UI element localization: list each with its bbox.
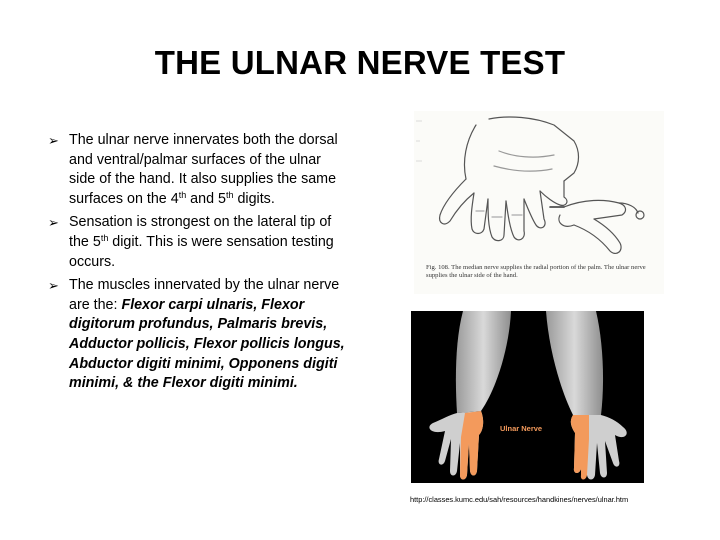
bullet-text: Sensation is strongest on the lateral tip of the 5 xyxy=(69,214,332,250)
bullet-item xyxy=(48,213,348,272)
bullet-text: digits. xyxy=(233,190,275,207)
left-arm xyxy=(456,311,511,413)
figure-caption: Fig. 108. The median nerve supplies the radial portion of the palm. The ulnar nerve supplies the ulnar side of the hand. xyxy=(426,264,646,279)
hand-sensation-test-illustration xyxy=(414,111,664,294)
superscript: th xyxy=(178,189,187,200)
hand-drawing xyxy=(414,111,664,261)
source-url: http://classes.kumc.edu/sah/resources/handkines/nerves/ulnar.htm xyxy=(410,495,629,504)
muscle-list: Flexor carpi ulnaris, Flexor digitorum profundus, Palmaris brevis, Adductor pollicis, Flexor pollicis longus, Abductor digiti minimi, Opponens digiti minimi, & the Flexor digiti minimi. xyxy=(69,296,345,392)
bullet-text: The muscles innervated by the ulnar nerve are the: xyxy=(69,277,340,313)
arms-diagram xyxy=(411,311,644,483)
bullet-list xyxy=(48,131,348,398)
arrow-bullet-icon: ➢ xyxy=(48,215,59,231)
arrow-bullet-icon: ➢ xyxy=(48,278,59,294)
bullet-item xyxy=(48,276,348,394)
right-arm xyxy=(546,311,603,415)
superscript: th xyxy=(225,189,234,200)
right-hand-ulnar-area xyxy=(571,415,589,480)
slide-title: THE ULNAR NERVE TEST xyxy=(154,44,566,81)
bullet-item xyxy=(48,131,348,209)
superscript: th xyxy=(100,232,109,243)
arrow-bullet-icon: ➢ xyxy=(48,133,59,148)
bullet-text: and 5 xyxy=(186,190,226,207)
bullet-text: digit. This is were sensation testing occurs. xyxy=(69,233,334,270)
ulnar-nerve-distribution-figure xyxy=(411,311,644,483)
ulnar-nerve-label: Ulnar Nerve xyxy=(500,424,543,433)
bullet-text: The ulnar nerve innervates both the dorsal and ventral/palmar surfaces of the ulnar side of the hand. It also supplies the same surfaces on the 4 xyxy=(69,132,338,207)
